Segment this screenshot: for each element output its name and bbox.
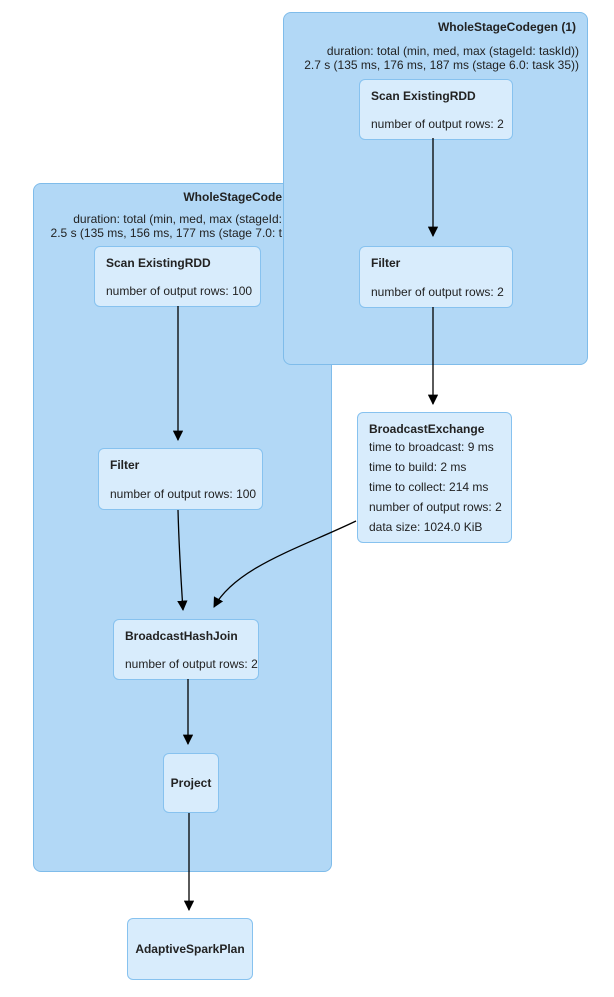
metric-output-rows: number of output rows: 2 bbox=[371, 285, 504, 299]
node-title: Scan ExistingRDD bbox=[371, 89, 476, 103]
node-filter[interactable] bbox=[359, 246, 513, 308]
metric-time-to-broadcast: time to broadcast: 9 ms bbox=[369, 440, 494, 454]
metric-output-rows: number of output rows: 2 bbox=[369, 500, 502, 514]
metric-time-to-collect: time to collect: 214 ms bbox=[369, 480, 489, 494]
metric-output-rows: number of output rows: 2 bbox=[371, 117, 504, 131]
node-metrics bbox=[114, 654, 258, 674]
node-project[interactable] bbox=[163, 753, 219, 813]
cluster-duration-header: duration: total (min, med, max (stageId: taskId)) bbox=[326, 44, 579, 58]
node-scan-existingrdd[interactable] bbox=[359, 79, 513, 140]
node-title: Project bbox=[170, 775, 212, 790]
node-metrics bbox=[360, 114, 512, 134]
node-title: Filter bbox=[110, 458, 140, 472]
node-broadcasthashjoin[interactable] bbox=[113, 619, 259, 680]
node-metrics bbox=[358, 437, 511, 537]
cluster-title: WholeStageCode bbox=[183, 190, 282, 204]
metric-output-rows: number of output rows: 100 bbox=[106, 284, 253, 298]
cluster-title: WholeStageCodegen (1) bbox=[437, 20, 576, 34]
node-metrics bbox=[95, 281, 260, 301]
cluster-duration-value: 2.7 s (135 ms, 176 ms, 187 ms (stage 6.0: task 35)) bbox=[304, 58, 579, 72]
cluster-duration-value: 2.5 s (135 ms, 156 ms, 177 ms (stage 7.0: t bbox=[50, 226, 282, 240]
metric-time-to-build: time to build: 2 ms bbox=[369, 460, 467, 474]
cluster-duration-header: duration: total (min, med, max (stageId: bbox=[73, 212, 282, 226]
metric-output-rows: number of output rows: 2 bbox=[125, 657, 258, 671]
node-adaptivesparkplan[interactable] bbox=[127, 918, 253, 980]
node-metrics bbox=[99, 484, 262, 504]
node-title: AdaptiveSparkPlan bbox=[135, 941, 245, 956]
cluster-wholestagecodegen-1 bbox=[283, 12, 588, 365]
metric-data-size: data size: 1024.0 KiB bbox=[369, 520, 483, 534]
node-broadcastexchange[interactable] bbox=[357, 412, 512, 543]
node-title: Filter bbox=[371, 256, 401, 270]
node-scan-existingrdd[interactable] bbox=[94, 246, 261, 307]
node-title: BroadcastExchange bbox=[369, 422, 485, 436]
node-title: Scan ExistingRDD bbox=[106, 256, 211, 270]
metric-output-rows: number of output rows: 100 bbox=[110, 487, 257, 501]
node-metrics bbox=[360, 282, 512, 302]
node-title: BroadcastHashJoin bbox=[125, 629, 238, 643]
node-filter[interactable] bbox=[98, 448, 263, 510]
